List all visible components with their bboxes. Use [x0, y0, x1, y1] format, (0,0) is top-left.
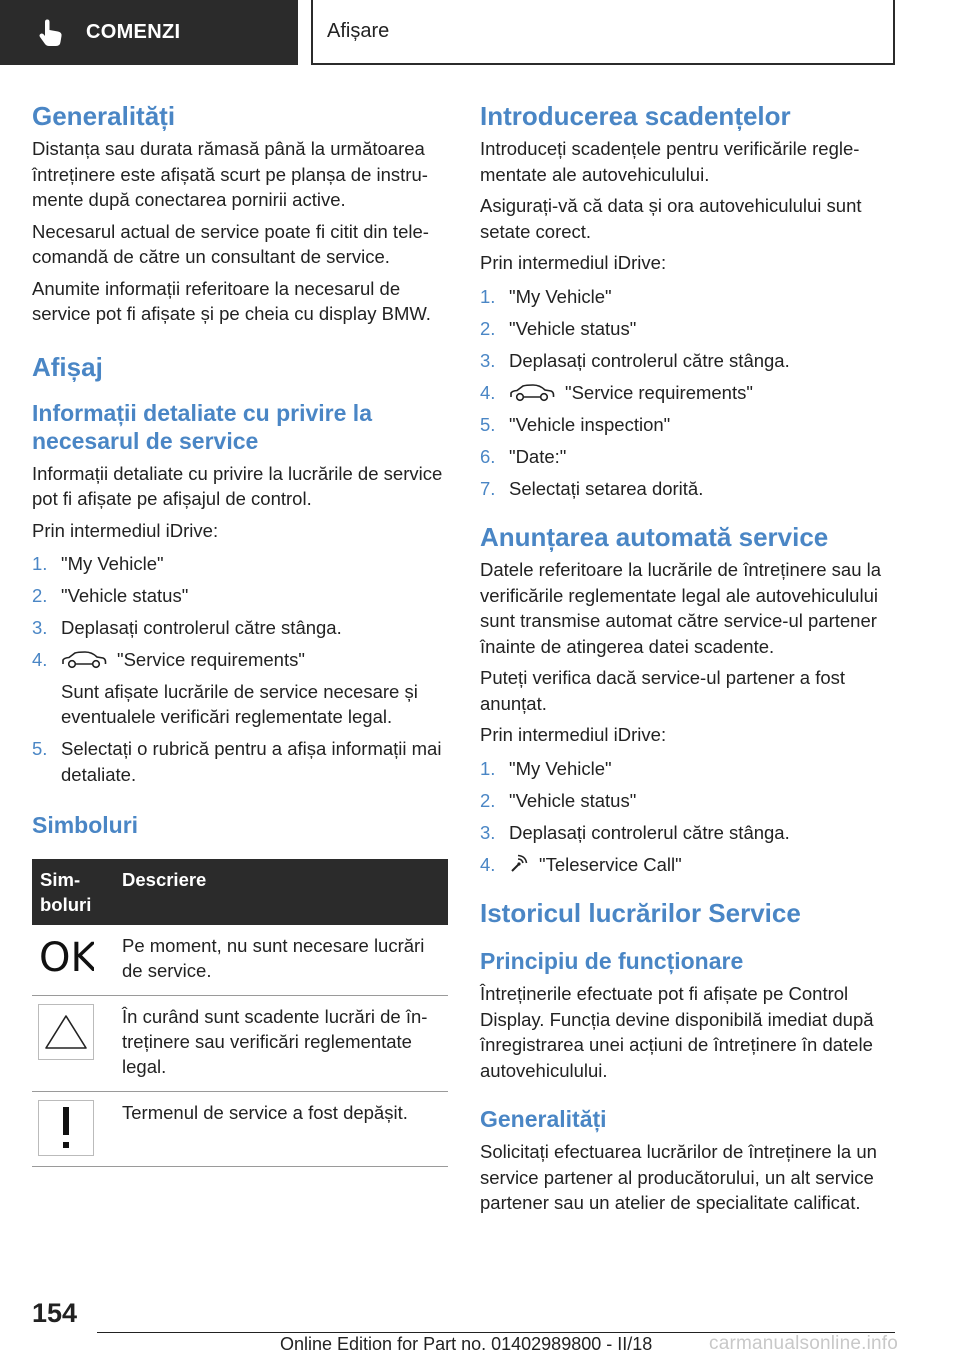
symbols-table — [32, 859, 448, 1167]
table-header-row — [32, 859, 448, 925]
general-paragraph-2: Necesarul actual de service poate fi citit din telecomandă de către un consultant de service. — [32, 220, 429, 267]
auto-paragraph-2: Puteți verifica dacă service-ul partener a fost anunțat. — [480, 667, 846, 714]
auto-notification-heading: Anunțarea automată service — [480, 522, 829, 552]
symbols-heading: Simboluri — [32, 812, 139, 838]
display-heading: Afișaj — [32, 351, 103, 382]
car-service-icon — [509, 384, 555, 402]
due-paragraph-1: Introduceți scadențele pentru verificările reglementate ale autovehiculului. — [480, 138, 860, 185]
detail-paragraph-1: Informații detaliate cu privire la lucrările de service pot fi afișate pe afișajul de control. — [32, 462, 443, 509]
list-item: 4. "Service requirements" Sunt afișate lucrările de service necesare și eventualele verificări reglementate legal. — [32, 649, 418, 727]
list-item: 5. Selectați o rubrică pentru a afișa informații mai detaliate. — [32, 738, 442, 785]
list-item: 6. "Date:" — [480, 445, 567, 467]
list-item: 1. "My Vehicle" — [480, 285, 612, 307]
list-item: 3. Deplasați controlerul către stânga. — [480, 821, 790, 843]
history-heading: Istoricul lucrărilor Service — [480, 898, 801, 928]
detail-steps — [32, 551, 448, 787]
table-row — [32, 925, 448, 996]
principle-heading: Principiu de funcționare — [480, 948, 744, 974]
due-steps — [480, 284, 900, 502]
detail-paragraph-2: Prin intermediul iDrive: — [32, 519, 219, 541]
due-paragraph-2: Asigurați-vă că data și ora autovehiculului sunt setate corect. — [480, 195, 862, 242]
section-title: Afișare — [327, 20, 390, 42]
detail-heading: Informații detaliate cu privire la necesarul de service — [32, 399, 372, 454]
edition-text: Online Edition for Part no. 01402989800 - II/18 — [280, 1334, 653, 1354]
symbol-description: În curând sunt scadente lucrări de întreținere sau verificări reglementate legal. — [114, 996, 448, 1092]
general-heading: Generalități — [32, 101, 176, 131]
due-dates-heading: Introducerea scadențelor — [480, 101, 791, 131]
general-paragraph-3: Anumite informații referitoare la necesarul de service pot fi afișate și pe cheia cu display BMW. — [32, 277, 431, 324]
section-header — [311, 0, 895, 65]
symbol-description: Termenul de service a fost depășit. — [114, 1092, 448, 1167]
list-item: 2. "Vehicle status" — [480, 317, 637, 339]
auto-paragraph-3: Prin intermediul iDrive: — [480, 724, 667, 745]
table-row — [32, 1092, 448, 1167]
list-item: 3. Deplasați controlerul către stânga. — [480, 349, 790, 371]
exclamation-icon — [56, 1106, 76, 1150]
chapter-tab — [0, 0, 298, 65]
hand-pointer-icon — [38, 19, 64, 47]
general2-heading: Generalități — [480, 1106, 607, 1132]
table-header-description: Descriere — [114, 859, 448, 925]
warning-triangle-icon — [43, 1012, 89, 1052]
auto-paragraph-1: Datele referitoare la lucrările de întreținere sau la verificările reglementate legal ale autovehiculului sunt transmise automat către service-ul partener înainte de atingerea datei scadente. — [480, 559, 882, 657]
list-item: 3. Deplasați controlerul către stânga. — [32, 617, 342, 638]
list-item: 4. "Service requirements" — [480, 381, 753, 403]
left-column — [32, 100, 448, 1167]
list-item: 4. "Teleservice Call" — [480, 853, 682, 875]
chapter-label: COMENZI — [86, 21, 181, 43]
list-item: 2. "Vehicle status" — [480, 789, 637, 811]
teleservice-icon — [509, 854, 529, 874]
ok-icon — [38, 933, 94, 977]
table-row — [32, 996, 448, 1092]
right-column — [480, 100, 900, 1222]
list-item: 2. "Vehicle status" — [32, 585, 189, 606]
car-service-icon — [61, 651, 107, 669]
principle-paragraph-1: Întreținerile efectuate pot fi afișate pe Control Display. Funcția devine disponibilă imediat după înregistrarea unei acțiuni de întreținere în datele autovehiculului. — [480, 983, 874, 1081]
watermark: carmanualsonline.info — [709, 1333, 899, 1354]
general-paragraph-1: Distanța sau durata rămasă până la următoarea întreținere este afișată scurt pe planșa de instrumente după conectarea pornirii active. — [32, 138, 428, 210]
general2-paragraph-1: Solicitați efectuarea lucrărilor de întreținere la un service partener al producătorului, un alt service partener sau un atelier de specialitate calificat. — [480, 1141, 877, 1213]
symbol-description: Pe moment, nu sunt necesare lucrări de service. — [114, 925, 448, 996]
page-number: 154 — [32, 1298, 78, 1328]
list-item: 1. "My Vehicle" — [32, 553, 164, 574]
svg-text:OK: OK — [39, 935, 94, 977]
auto-steps — [480, 756, 900, 878]
list-item: 1. "My Vehicle" — [480, 757, 612, 779]
list-item: 7. Selectați setarea dorită. — [480, 477, 704, 499]
list-item: 5. "Vehicle inspection" — [480, 413, 671, 435]
table-header-symbols: Simboluri — [32, 859, 114, 925]
due-paragraph-3: Prin intermediul iDrive: — [480, 252, 667, 273]
